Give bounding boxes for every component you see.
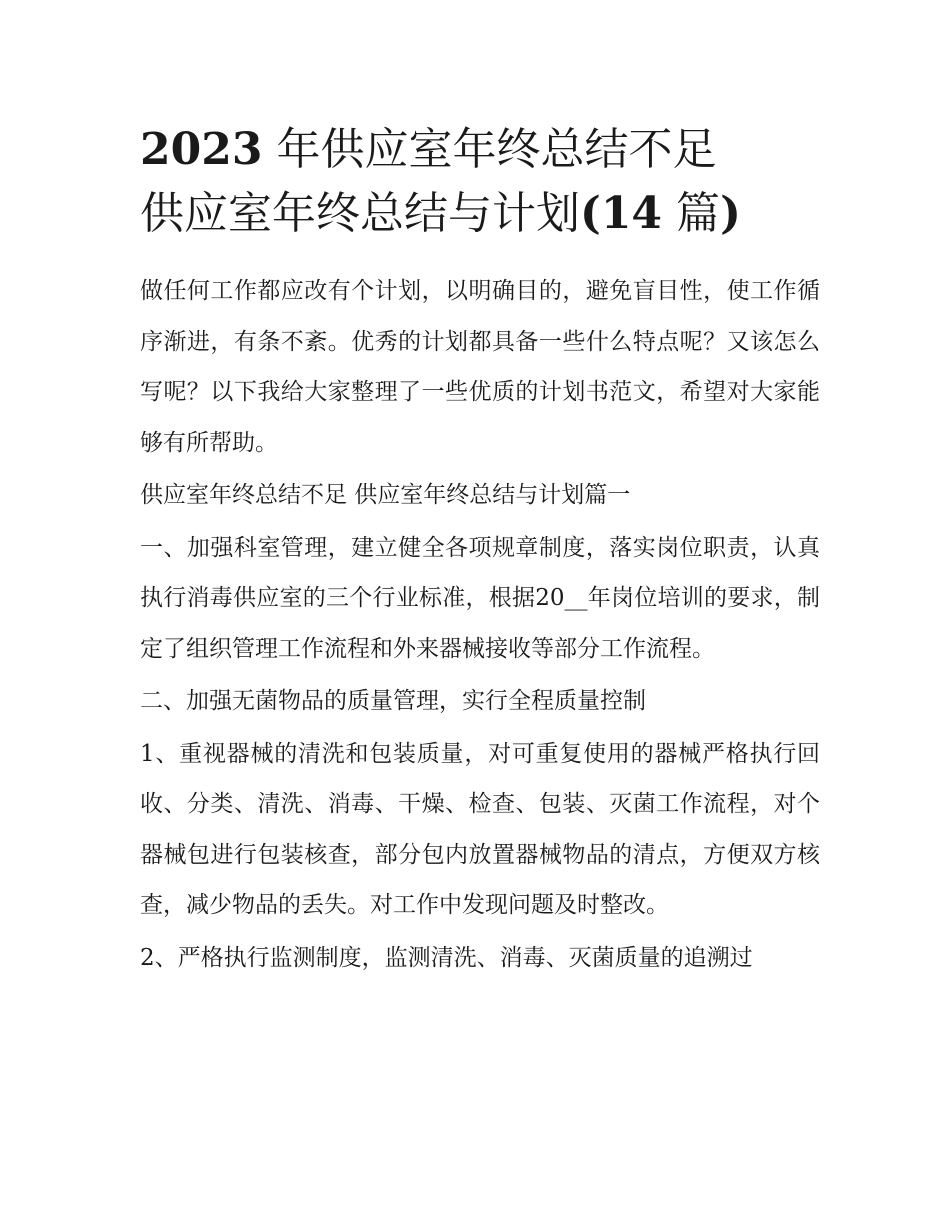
title-line-1 [140,118,820,182]
title-line-2 [140,182,820,246]
title-count: (14 [580,188,663,239]
paragraph-section-heading: 供应室年终总结不足 供应室年终总结与计划篇一 [140,482,631,508]
paragraph-subitem-2: 2、严格执行监测制度，监测清洗、消毒、灭菌质量的追溯过 [140,944,753,971]
paragraph-subitem-1: 1、重视器械的清洗和包装质量，对可重复使用的器械严格执行回收、分类、清洗、消毒、干燥、检查、包装、灭菌工作流程，对个器械包进行包装核查，部分包内放置器械物品的清点，方便双方核查，减少物品的丢失。对工作中发现问题及时整改。 [140,740,820,918]
paragraph-item-2: 二、加强无菌物品的质量管理，实行全程质量控制 [140,688,646,714]
document-title [140,118,820,246]
paragraph-item-1: 一、加强科室管理，建立健全各项规章制度，落实岗位职责，认真执行消毒供应室的三个行业标准，根据20__年岗位培训的要求，制定了组织管理工作流程和外来器械接收等部分工作流程。 [140,534,820,662]
title-close-paren: ) [720,188,741,239]
title-line-1-text: 年供应室年终总结不足 [262,124,717,175]
document-content [140,118,820,985]
title-year: 2023 [140,124,263,175]
paragraph-intro: 做任何工作都应改有个计划，以明确目的，避免盲目性，使工作循序渐进，有条不紊。优秀的计划都具备一些什么特点呢？又该怎么写呢？以下我给大家整理了一些优质的计划书范文，希望对大家能够有所帮助。 [140,278,820,456]
document-body [140,266,820,983]
title-pian: 篇 [662,188,721,239]
title-line-2-text: 供应室年终总结与计划 [140,188,580,239]
